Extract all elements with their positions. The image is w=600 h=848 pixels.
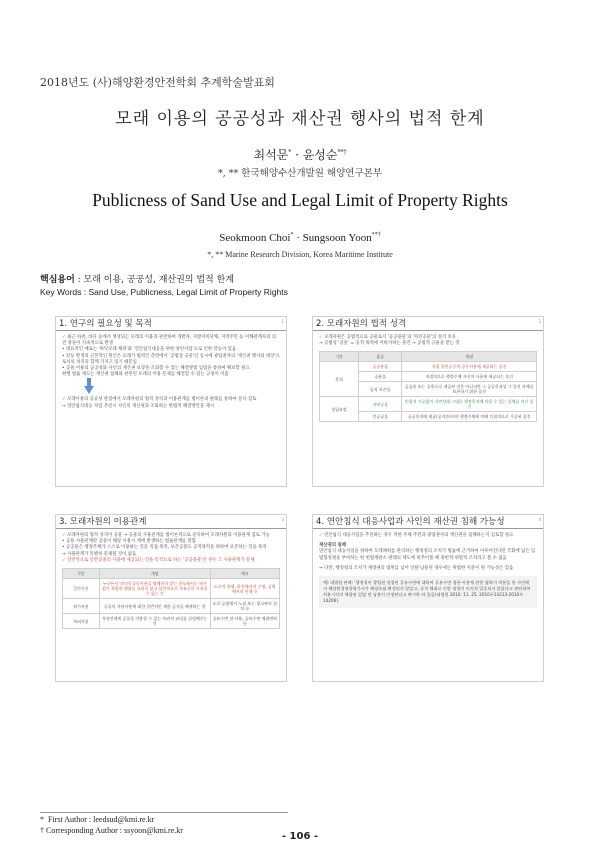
- table-header: 개념: [99, 569, 210, 579]
- panel-page-mark: 2: [538, 319, 541, 324]
- panel-page-mark: 3: [281, 517, 284, 522]
- title-korean: 모래 이용의 공공성과 재산권 행사의 법적 한계: [115, 109, 485, 129]
- author-2-kr: 윤성순: [302, 148, 338, 162]
- table-cell: 성립과정: [320, 397, 359, 422]
- table-cell: 도로·공원에서 노점 또는 광고판의 설치 등: [210, 599, 279, 614]
- panel-text: 연안침식 대응사업을 위하여 모래채취를 관리하는 행정청의 조치가 법률에 근거하여 이루어진다면 국회에 넓은 입법형성권을 부여하는 헌 헌법재판소 판례의 태도에 비추어볼 때 위헌적·위법적 조치라고 볼 수 없음: [319, 549, 536, 561]
- panel-title-text: 2. 모래자원의 법적 성격: [316, 319, 407, 329]
- table-row: [63, 579, 280, 599]
- down-arrow-icon: [87, 378, 91, 386]
- panel-text: → 사용관계가 특별히 문제될 것이 없음: [62, 551, 137, 557]
- panel-title: [313, 317, 543, 331]
- table-cell: 공공용물: [359, 362, 402, 372]
- keywords-label-en: Key Words: [40, 287, 82, 297]
- panel-property-infringement: [312, 514, 544, 682]
- public-property-table: [319, 351, 537, 422]
- use-relation-table: [62, 568, 280, 629]
- table-cell: 도로의 통행, 하천에서의 수영, 공원에서의 산책 등: [210, 579, 279, 599]
- table-header: 예시: [210, 569, 279, 579]
- title-english: Publicness of Sand Use and Legal Limit of Property Rights: [92, 190, 508, 210]
- panel-text: → 다만, 행정청의 조치가 재량권의 범위를 넘어 일탈·남용된 경우에는 위법한 처분이 될 가능성은 있음: [319, 565, 514, 571]
- court-case-note: 예) 대법원 판례: '행정청이 광업권 설정된 공유수면에 대하여 공유수면 점용·사용에 관한 협력거 처분을 한 사안에서 해양환경영향평가서가 해양오염 확성되지 않았고, 규석 채취로 인한 영향이 미지적 입증되지 않았다고 판단하여 처분기각의 채량권 일탈 및 남용이 인정된다고 판시한 바 있음(대법원 2010. 11. 25. 2010두14213·2010두14206).: [319, 576, 537, 608]
- author-1-en: Seokmoon Choi: [219, 232, 291, 244]
- table-cell: 특정인에게 공물을 이용할 수 있는 특권적 권리를 설정해주는 것: [99, 614, 210, 629]
- table-cell: 목적: [320, 362, 359, 397]
- panel-subheading: 재산권의 침해: [319, 543, 346, 549]
- panel-title-text: 3. 모래자원의 이용관계: [59, 517, 147, 527]
- table-cell: 공용물: [359, 372, 402, 382]
- table-cell: 공공용 또는 공용으로 제공된 것은 아니지만 그 공공목적상 그 물건 자체를 보존하기 위한 물건: [402, 382, 537, 397]
- author-2-en-mark: **†: [371, 232, 381, 238]
- panel-text: ✓ 모래자원의 법적 성격이 공물 → 공물의 사용관계를 법이론적으로 분석하여 모래자원의 이용관계 검토 가능: [62, 533, 280, 539]
- footnote-text: First Author : leedsud@kmi.re.kr: [48, 815, 155, 824]
- conference-header: 2018년도 (사)해양환경안전학회 추계학술발표회: [40, 76, 275, 89]
- table-header: 개념: [402, 352, 537, 362]
- table-cell: 누구든지 타인의 공동사용을 방해하지 않는 한도에서는 허가 없이 특별한 행위를 요하지 않고 일반적으로 자유로이 사용할 수 있는 것: [99, 579, 210, 599]
- author-2-en: Sungsoon Yoon: [302, 232, 372, 244]
- panel-text: ✓ 일반적으로 일반공중의 사용에 제공되는 것을 특적으로 하는 '공공용물'인 경우 그 사용관계가 문제: [62, 558, 280, 564]
- panel-text: ✓ 연안침식 대응사업을 추진하는 경우 적한 주체 주민과 광업권자의 재산권을 침해하는지 검토할 필요: [319, 533, 537, 539]
- keywords-value-kr: : 모래 이용, 공공성, 재산권의 법적 한계: [74, 275, 234, 285]
- table-row: [320, 397, 537, 412]
- table-cell: 직접 일반공중의 공동사용에 제공되는 물건: [402, 362, 537, 372]
- panel-text: • 대표적인 예로는 '바닷모래 채취'와 '연안침식대응을 위한 양빈사업'으로 인한 갈등이 있음: [62, 347, 280, 353]
- author-separator: ·: [291, 148, 303, 162]
- panel-text: • 갈등 발생의 근본적인 원인은 모래가 법적인 측면에서 '공법상 공물'인 동시에 광업권자의 '재산권 행사의 대상'으로서의 성격을 함께 가지고 있기 때문임: [62, 354, 280, 366]
- footnote-first-author: [40, 815, 154, 824]
- table-cell: 인공공물: [359, 412, 402, 422]
- author-2-mark: **†: [337, 149, 347, 156]
- table-cell: 특허사용: [63, 614, 100, 629]
- panel-text: → 공법상 '공물' = 공적 목적에 이바지하는 물건 → 공법적 규율을 받는 것: [319, 341, 460, 347]
- table-cell: 허가사용: [63, 599, 100, 614]
- table-cell: 일반사용: [63, 579, 100, 599]
- panel-text: → 연안침식대응 사업 추진시 사인의 재산권과 조화하는 한법적 해결방안을 제시: [62, 403, 214, 409]
- keywords-english: [40, 287, 288, 297]
- table-cell: 직접적으로 행정주체 자신의 사용에 제공되는 물건: [402, 372, 537, 382]
- author-1-en-mark: *: [290, 232, 294, 238]
- author-1-mark: *: [288, 149, 292, 156]
- panel-text: ✓ 모래자원은 공법적으로 공물로서 '공공용물'과 '자연공물'의 성격 보유: [319, 335, 537, 341]
- panel-legal-nature: [312, 316, 544, 487]
- panel-page-mark: 1: [281, 319, 284, 324]
- panel-text: 현행 법률 제도는 재산권 침해와 관련된 모래의 이용 문제를 해결할 수 있는 규정이 미흡: [62, 372, 229, 378]
- table-row: [63, 614, 280, 629]
- panel-text: ✓ 모래이용의 공공성 관점에서 모래자원의 법적 성격과 이용관계를 법이론과 판례를 통하여 분석·검토: [62, 397, 280, 403]
- table-row: [320, 362, 537, 372]
- footnote-mark: †: [40, 826, 44, 835]
- table-cell: 자연공물: [359, 397, 402, 412]
- footnote-text: Corresponding Author : ssyoon@kmi.re.kr: [46, 826, 183, 835]
- keywords-label-kr: 핵심용어: [40, 275, 75, 285]
- panel-text: • 공공물은 행정주체가 스스로 이용하는 것을 직접 목적, 보존공물도 공적목적을 위하여 보존하는 것을 목적: [62, 545, 280, 551]
- authors-korean: [0, 146, 600, 163]
- panel-text: • 공물 이용의 공공성와 사인의 재산권 보장을 조화할 수 있는 해결방법 입법을 통하여 확보할 필요: [62, 366, 280, 372]
- table-header: 기준: [320, 352, 359, 362]
- panel-text: • 공용 사용관계란 공중이 해당 사용시 계에 발생하는 법률관계를 말함: [62, 539, 280, 545]
- footnote-mark: *: [40, 815, 44, 824]
- panel-title: [313, 515, 543, 529]
- panel-title-text: 1. 연구의 필요성 및 목적: [59, 319, 152, 329]
- author-en-separator: ·: [293, 232, 303, 244]
- affiliation-english: *, ** Marine Research Division, Korea Maritime Institute: [207, 250, 393, 259]
- panel-title: [56, 317, 286, 331]
- table-row: [63, 599, 280, 614]
- table-cell: 공적 보존물: [359, 382, 402, 397]
- footnote-divider: [40, 812, 288, 813]
- table-cell: 공공목적에 제공(공지)되어야 행정주체에 의해 인위적으로 가공된 물건: [402, 412, 537, 422]
- page-number: - 106 -: [281, 831, 319, 842]
- table-header: 구분: [63, 569, 100, 579]
- panel-use-relations: [55, 514, 287, 682]
- panel-text: ✓ 최근 하천, 바다 등에서 생성되는 모래의 이용과 관련하여 개발자, 지방자치단체, 지역주민 등 이해관계자의 의견 충돌이 지속적으로 발생: [62, 335, 280, 347]
- panel-title-text: 4. 연안침식 대응사업과 사인의 재산권 침해 가능성: [316, 517, 505, 527]
- table-cell: 공물의 자유사용에 대한 일반적인 제한·금지를 해제하는 것: [99, 599, 210, 614]
- down-arrow-icon: [84, 386, 94, 394]
- keywords-korean: [40, 272, 234, 285]
- table-cell: 인위적 가공없이 자연상태 그대로 행정목적에 이용 수 있는 실체를 지닌 물건: [402, 397, 537, 412]
- author-1-kr: 최석문: [253, 148, 289, 162]
- panel-research-purpose: [55, 316, 287, 487]
- affiliation-korean: *, ** 한국해양수산개발원 해양연구본부: [218, 168, 382, 179]
- table-cell: 공유수면 점·사용, 공유수면 매립면허 등: [210, 614, 279, 629]
- table-header: 종류: [359, 352, 402, 362]
- panel-page-mark: 4: [538, 517, 541, 522]
- panel-title: [56, 515, 286, 529]
- authors-english: [0, 232, 600, 244]
- keywords-value-en: : Sand Use, Publicness, Legal Limit of Property Rights: [81, 287, 288, 297]
